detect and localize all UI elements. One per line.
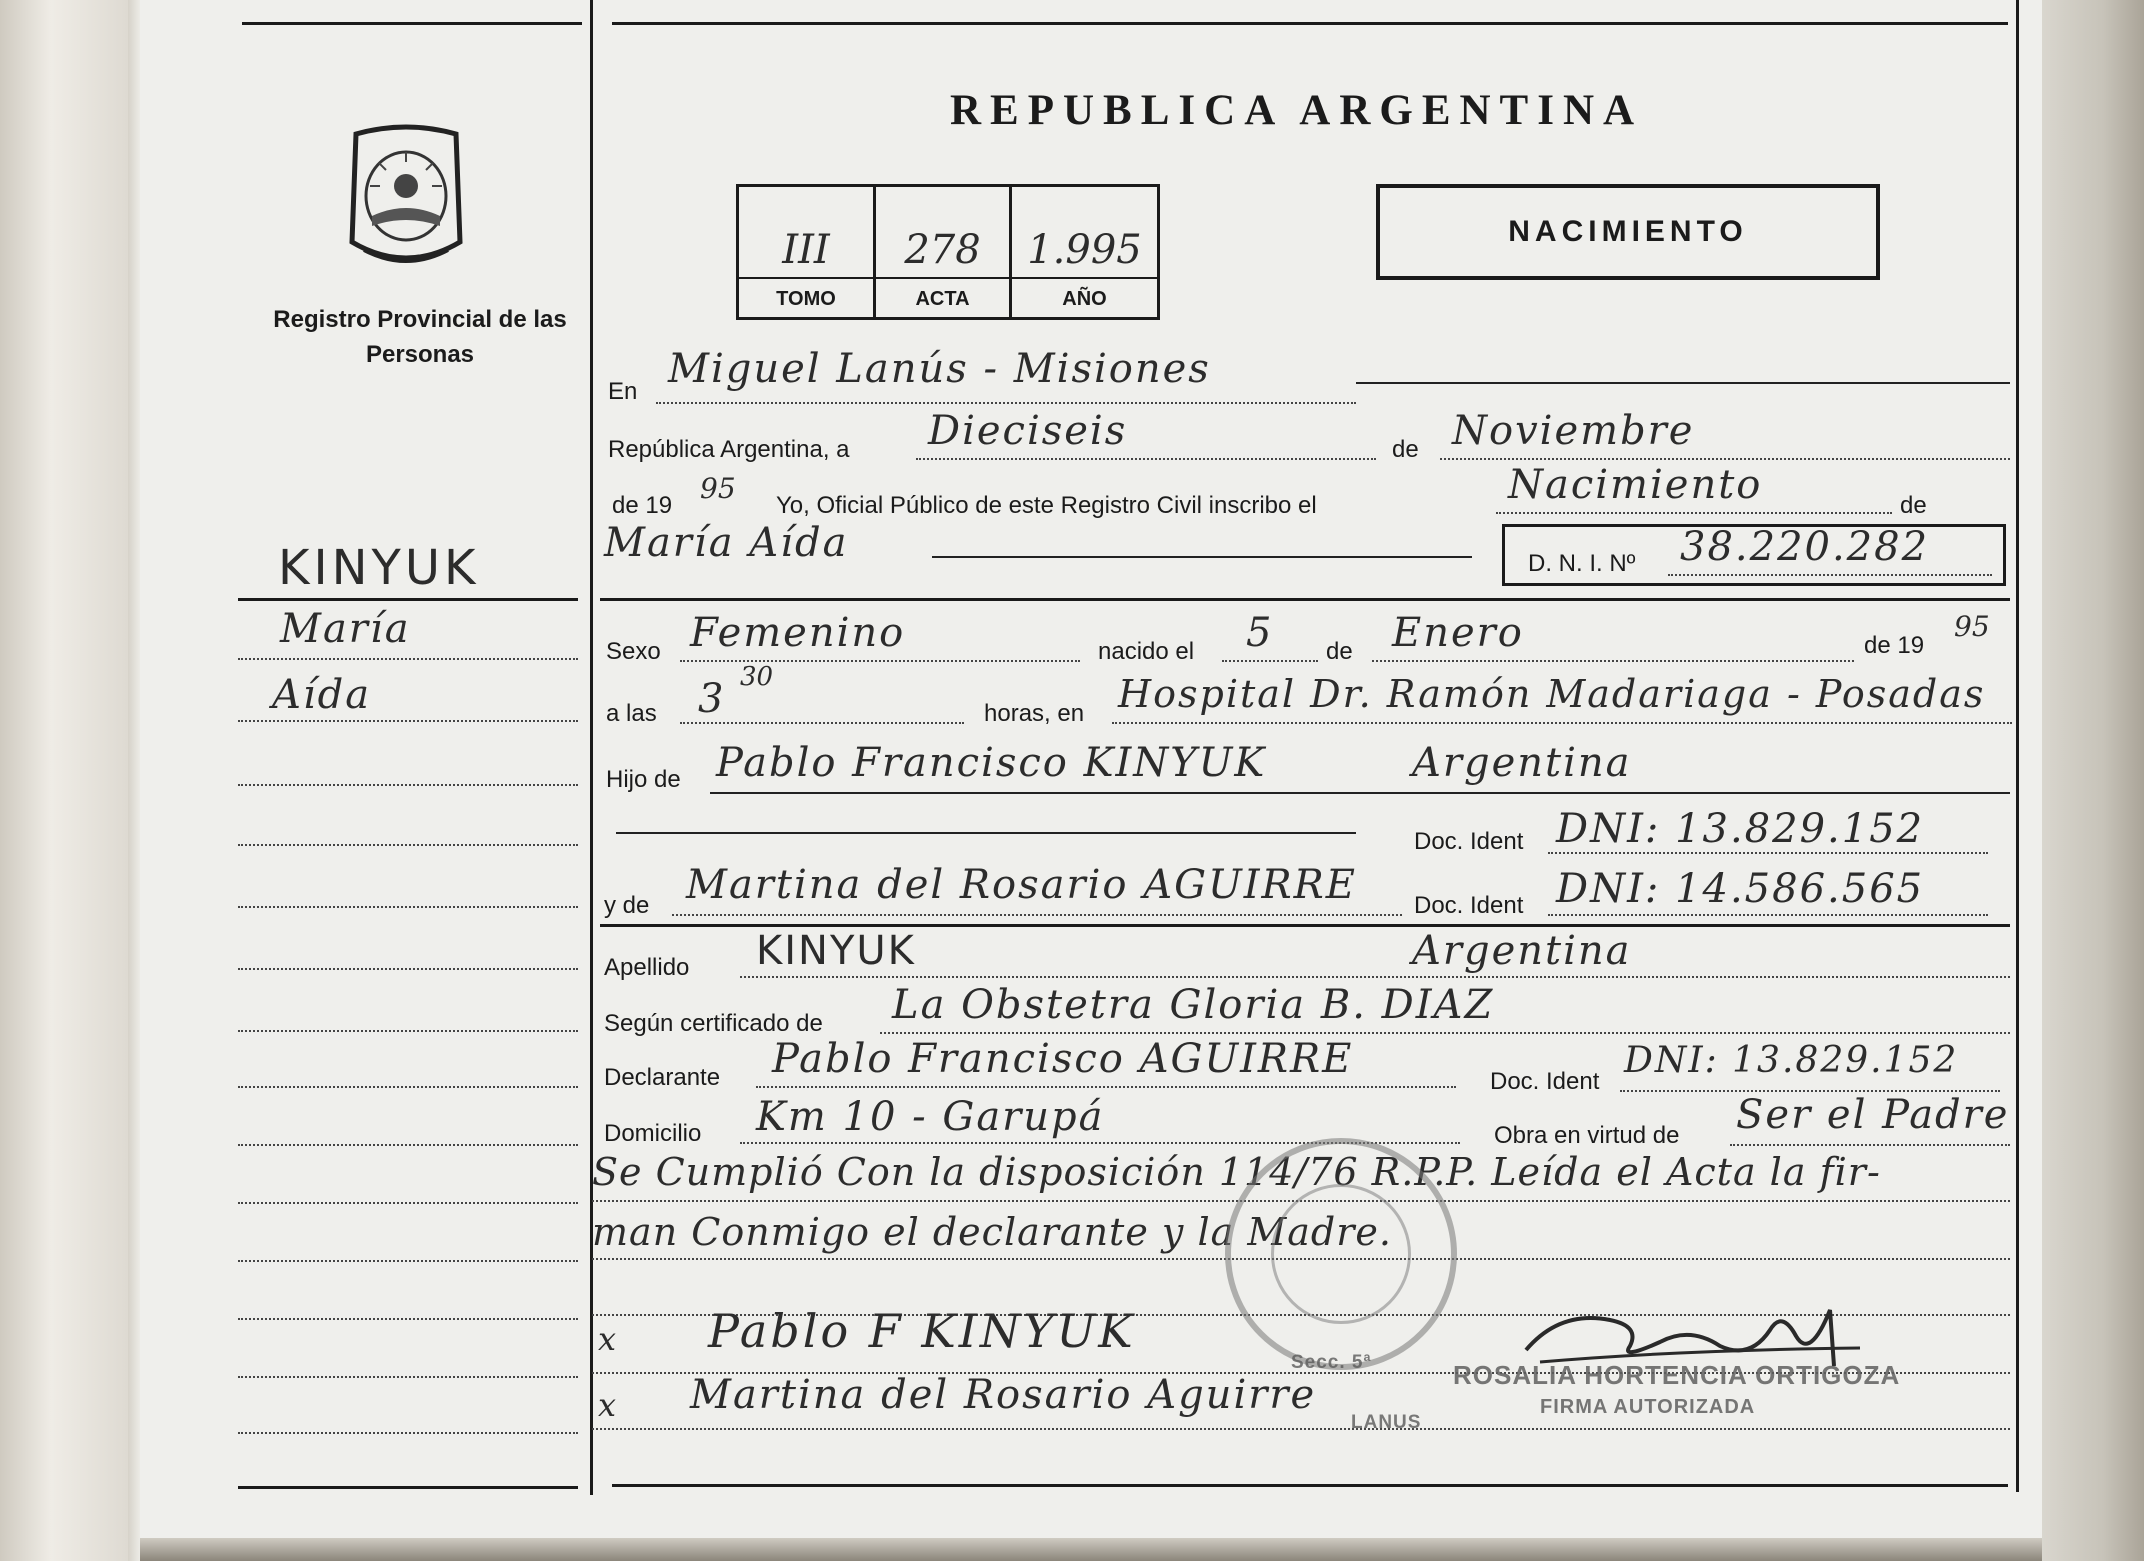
note-line-1: Se Cumplió Con la disposición 114/76 R.P.P. Leída el Acta la fir-	[592, 1150, 1881, 1194]
margin-line	[238, 1376, 578, 1378]
label-de-dia: de	[1326, 638, 1353, 665]
field-line	[710, 792, 2010, 794]
field-nacido-dia: 5	[1246, 610, 1274, 656]
signature-mark-2: x	[598, 1386, 617, 1424]
field-hora: 3	[698, 676, 726, 722]
signature-mother: Martina del Rosario Aguirre	[690, 1372, 1317, 1418]
field-line	[592, 1428, 2010, 1430]
margin-line	[238, 844, 578, 846]
field-apellido: KINYUK	[756, 928, 916, 974]
label-nacido-el: nacido el	[1098, 638, 1195, 665]
margin-line	[238, 1144, 578, 1146]
top-rule-right	[612, 22, 2008, 25]
field-line	[916, 458, 1376, 460]
tomo-value: III	[782, 227, 830, 273]
country-title: REPUBLICA ARGENTINA	[950, 87, 1644, 134]
record-type-box: NACIMIENTO	[1376, 184, 1880, 280]
margin-middle-name: Aída	[272, 672, 372, 718]
field-line	[1496, 512, 1892, 514]
label-apellido: Apellido	[604, 954, 690, 981]
acta-value: 278	[904, 227, 981, 273]
section-rule	[600, 924, 2010, 927]
label-de-after: de	[1900, 492, 1927, 519]
field-dni-number: 38.220.282	[1680, 524, 1930, 570]
provincial-seal	[342, 124, 470, 280]
label-horas-en: horas, en	[984, 700, 1085, 727]
margin-line	[238, 1202, 578, 1204]
label-yo-oficial: Yo, Oficial Público de este Registro Civil inscribo el	[776, 492, 1317, 519]
label-segun-certificado: Según certificado de	[604, 1010, 823, 1037]
label-declarante: Declarante	[604, 1064, 721, 1091]
record-number-table	[736, 184, 1160, 320]
margin-line	[238, 1086, 578, 1088]
label-obra-en-virtud: Obra en virtud de	[1494, 1122, 1680, 1149]
field-nombre: María Aída	[604, 520, 849, 566]
field-line	[1440, 458, 2010, 460]
label-de-19: de 19	[1864, 632, 1925, 659]
field-domicilio: Km 10 - Garupá	[756, 1094, 1105, 1140]
signature-father: Pablo F KINYUK	[708, 1304, 1136, 1358]
field-hecho: Nacimiento	[1508, 462, 1763, 508]
page-edge-right	[2042, 0, 2144, 1561]
label-doc-ident-padre: Doc. Ident	[1414, 828, 1524, 855]
margin-surname: KINYUK	[278, 540, 480, 596]
top-rule-left	[242, 22, 582, 25]
field-sexo: Femenino	[690, 610, 906, 656]
label-sexo: Sexo	[606, 638, 661, 665]
page-edge-bottom	[140, 1538, 2042, 1561]
field-certificado: La Obstetra Gloria B. DIAZ	[892, 982, 1495, 1028]
field-line	[1668, 574, 1992, 576]
stamp-section: Secc. 5ª	[1291, 1352, 1372, 1373]
bottom-rule-right	[612, 1484, 2008, 1487]
field-lugar-nacimiento: Hospital Dr. Ramón Madariaga - Posadas	[1118, 672, 1986, 716]
field-nacido-mes: Enero	[1392, 610, 1524, 656]
field-dia: Dieciseis	[928, 408, 1128, 454]
field-line	[1222, 660, 1318, 662]
left-column-border	[590, 0, 593, 1495]
section-rule	[600, 598, 2010, 601]
label-doc-ident-madre: Doc. Ident	[1414, 892, 1524, 919]
anio-cell	[1012, 187, 1157, 317]
field-line	[656, 402, 1356, 404]
margin-line	[238, 1260, 578, 1262]
field-line	[880, 1032, 2010, 1034]
label-de-anio: de 19	[612, 492, 673, 519]
field-padre-doc: DNI: 13.829.152	[1556, 806, 1925, 852]
margin-line	[238, 1030, 578, 1032]
field-obra-en-virtud: Ser el Padre	[1736, 1092, 2010, 1138]
field-declarante-doc: DNI: 13.829.152	[1624, 1040, 1959, 1081]
field-declarante: Pablo Francisco AGUIRRE	[772, 1036, 1354, 1082]
field-line	[1372, 660, 1854, 662]
margin-line	[238, 658, 578, 660]
field-padre: Pablo Francisco KINYUK	[716, 740, 1267, 786]
field-line	[672, 914, 1402, 916]
field-apellido-nacionalidad: Argentina	[1412, 928, 1632, 974]
book-binding	[0, 0, 128, 1561]
field-lugar: Miguel Lanús - Misiones	[668, 346, 1211, 392]
label-doc-ident-declarante: Doc. Ident	[1490, 1068, 1600, 1095]
right-page-border	[2016, 0, 2019, 1492]
label-en: En	[608, 378, 638, 405]
seal-icon	[342, 124, 470, 280]
field-line	[740, 976, 2010, 978]
stamp-place: LANUS	[1351, 1412, 1422, 1433]
signature-mark-1: x	[598, 1320, 617, 1358]
field-mes: Noviembre	[1452, 408, 1695, 454]
field-line	[1730, 1144, 2010, 1146]
field-line	[1548, 914, 1988, 916]
margin-line	[238, 1318, 578, 1320]
official-name: ROSALIA HORTENCIA ORTIGOZA	[1453, 1360, 1901, 1390]
official-title: FIRMA AUTORIZADA	[1540, 1396, 1756, 1418]
field-line	[1548, 852, 1988, 854]
tomo-label: TOMO	[776, 288, 836, 310]
official-stamp	[1225, 1138, 1457, 1433]
field-line	[1356, 382, 2010, 384]
margin-name-rule	[238, 598, 578, 601]
label-y-de: y de	[604, 892, 650, 919]
label-a-las: a las	[606, 700, 657, 727]
margin-first-name: María	[280, 606, 411, 652]
margin-line	[238, 784, 578, 786]
field-nacido-anio: 95	[1954, 610, 1990, 643]
field-padre-nacionalidad: Argentina	[1412, 740, 1632, 786]
label-republica-a: República Argentina, a	[608, 436, 850, 463]
acta-label: ACTA	[915, 288, 970, 310]
label-dni: D. N. I. Nº	[1528, 550, 1636, 577]
margin-line	[238, 720, 578, 722]
field-line	[932, 556, 1472, 558]
field-minutos: 30	[740, 662, 774, 692]
field-line	[1112, 722, 2012, 724]
tomo-cell	[739, 187, 876, 317]
label-de-mes: de	[1392, 436, 1419, 463]
field-madre: Martina del Rosario AGUIRRE	[686, 862, 1357, 908]
registry-name: Registro Provincial de las Personas	[273, 306, 567, 368]
margin-bottom-rule	[238, 1486, 578, 1489]
field-line	[616, 832, 1356, 834]
field-line	[680, 722, 964, 724]
book-spine	[128, 0, 140, 1561]
margin-line	[238, 1432, 578, 1434]
field-anio-suffix: 95	[700, 472, 736, 505]
note-line-2: man Conmigo el declarante y la Madre.	[592, 1210, 1392, 1254]
field-line	[756, 1086, 1456, 1088]
anio-label: AÑO	[1062, 288, 1107, 310]
margin-line	[238, 906, 578, 908]
acta-cell	[876, 187, 1012, 317]
label-domicilio: Domicilio	[604, 1120, 702, 1147]
anio-value: 1.995	[1027, 227, 1142, 273]
margin-line	[238, 968, 578, 970]
field-madre-doc: DNI: 14.586.565	[1556, 866, 1925, 912]
label-hijo-de: Hijo de	[606, 766, 681, 793]
stamp-inner-ring	[1271, 1184, 1411, 1324]
